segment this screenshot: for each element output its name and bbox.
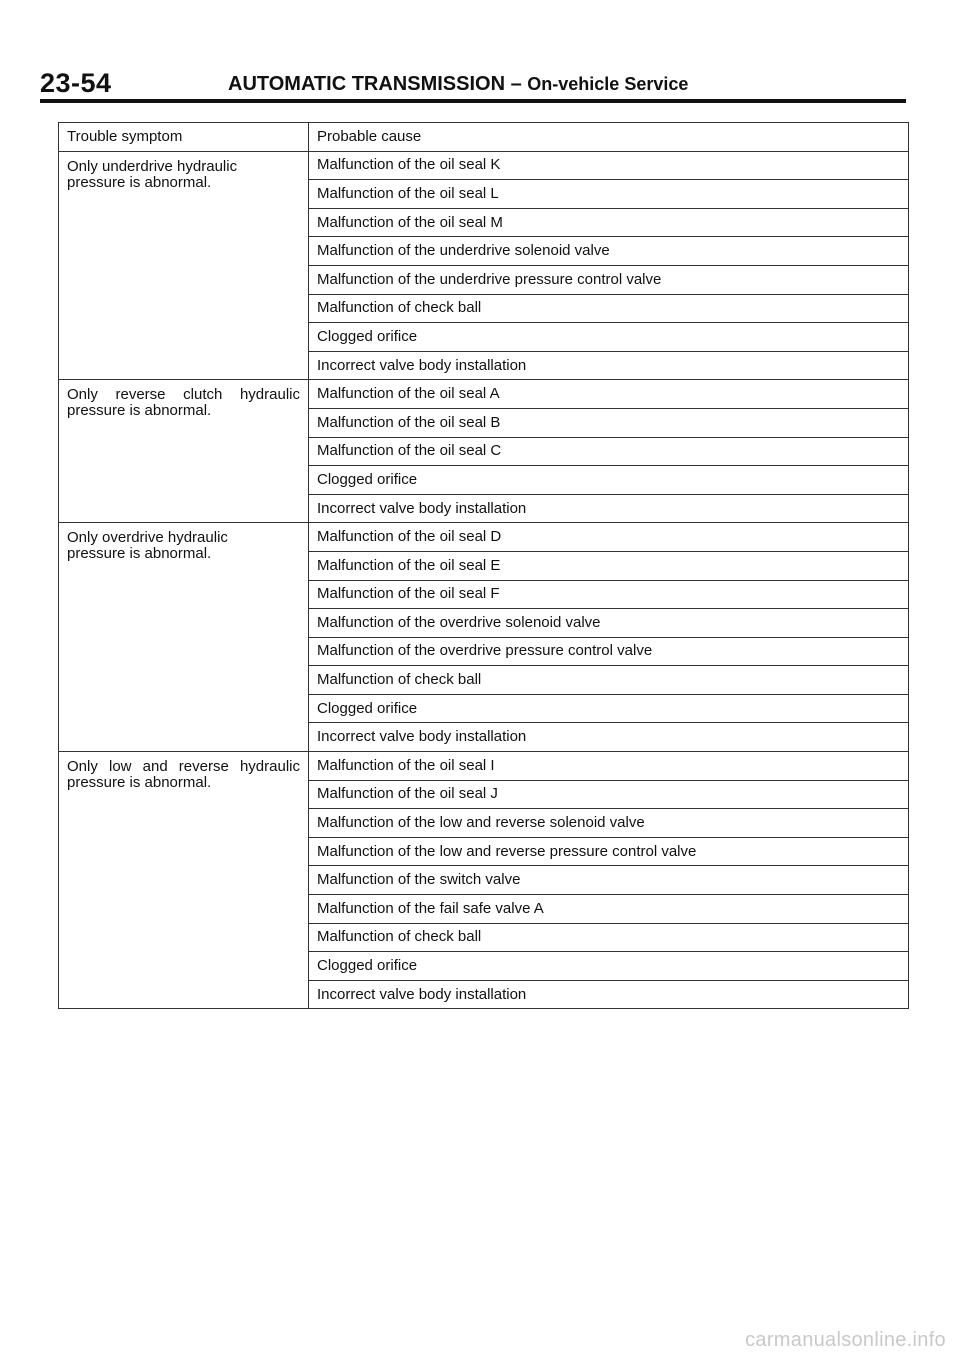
trouble-symptom-cell	[59, 752, 309, 1009]
header-probable-cause: Probable cause	[309, 123, 909, 152]
probable-cause-cell: Malfunction of the underdrive pressure control valve	[309, 265, 909, 294]
trouble-symptom-line: pressure is abnormal.	[67, 173, 212, 191]
probable-cause-cell: Malfunction of the oil seal A	[309, 380, 909, 409]
section-title-main: AUTOMATIC TRANSMISSION	[228, 73, 506, 95]
probable-cause-cell: Malfunction of the oil seal F	[309, 580, 909, 609]
probable-cause-cell: Malfunction of the low and reverse solenoid valve	[309, 809, 909, 838]
table-row	[59, 380, 909, 409]
probable-cause-cell: Malfunction of the oil seal K	[309, 151, 909, 180]
trouble-symptom-line: Only overdrive hydraulic	[67, 529, 228, 547]
probable-cause-cell: Clogged orifice	[309, 952, 909, 981]
probable-cause-cell: Malfunction of the fail safe valve A	[309, 895, 909, 924]
trouble-table	[58, 122, 909, 1009]
probable-cause-cell: Malfunction of check ball	[309, 923, 909, 952]
page-number: 23-54	[40, 68, 112, 98]
trouble-symptom-line: pressure is abnormal.	[67, 402, 212, 420]
table-header-row	[59, 123, 909, 152]
probable-cause-cell: Incorrect valve body installation	[309, 351, 909, 380]
header-trouble-symptom: Trouble symptom	[59, 123, 309, 152]
trouble-symptom-cell	[59, 380, 309, 523]
table-row	[59, 752, 909, 781]
probable-cause-cell: Clogged orifice	[309, 466, 909, 495]
trouble-symptom-line: Only low and reverse hydraulic	[67, 758, 300, 776]
section-title	[228, 73, 688, 96]
probable-cause-cell: Incorrect valve body installation	[309, 494, 909, 523]
probable-cause-cell: Malfunction of the overdrive pressure control valve	[309, 637, 909, 666]
watermark: carmanualsonline.info	[745, 1329, 946, 1351]
page-header	[40, 68, 906, 104]
probable-cause-cell: Malfunction of the switch valve	[309, 866, 909, 895]
probable-cause-cell: Malfunction of the oil seal J	[309, 780, 909, 809]
probable-cause-cell: Malfunction of the oil seal I	[309, 752, 909, 781]
probable-cause-cell: Malfunction of the oil seal D	[309, 523, 909, 552]
header-rule	[40, 99, 906, 103]
probable-cause-cell: Clogged orifice	[309, 694, 909, 723]
probable-cause-cell: Malfunction of the oil seal E	[309, 551, 909, 580]
probable-cause-cell: Clogged orifice	[309, 323, 909, 352]
trouble-table-body	[59, 123, 909, 1009]
probable-cause-cell: Malfunction of the oil seal M	[309, 208, 909, 237]
probable-cause-cell: Incorrect valve body installation	[309, 980, 909, 1009]
table-row	[59, 523, 909, 552]
trouble-symptom-line: pressure is abnormal.	[67, 774, 212, 792]
probable-cause-cell: Malfunction of the low and reverse pressure control valve	[309, 837, 909, 866]
probable-cause-cell: Malfunction of the oil seal L	[309, 180, 909, 209]
trouble-symptom-line: Only underdrive hydraulic	[67, 157, 238, 175]
probable-cause-cell: Malfunction of the underdrive solenoid valve	[309, 237, 909, 266]
trouble-symptom-cell	[59, 523, 309, 752]
trouble-symptom-line: Only reverse clutch hydraulic	[67, 386, 300, 404]
title-dash: –	[510, 73, 522, 95]
probable-cause-cell: Malfunction of check ball	[309, 666, 909, 695]
probable-cause-cell: Malfunction of the oil seal B	[309, 408, 909, 437]
probable-cause-cell: Malfunction of the oil seal C	[309, 437, 909, 466]
table-row	[59, 151, 909, 180]
section-subtitle: On-vehicle Service	[527, 74, 689, 94]
probable-cause-cell: Malfunction of check ball	[309, 294, 909, 323]
probable-cause-cell: Malfunction of the overdrive solenoid valve	[309, 609, 909, 638]
trouble-symptom-cell	[59, 151, 309, 380]
trouble-symptom-line: pressure is abnormal.	[67, 545, 212, 563]
probable-cause-cell: Incorrect valve body installation	[309, 723, 909, 752]
